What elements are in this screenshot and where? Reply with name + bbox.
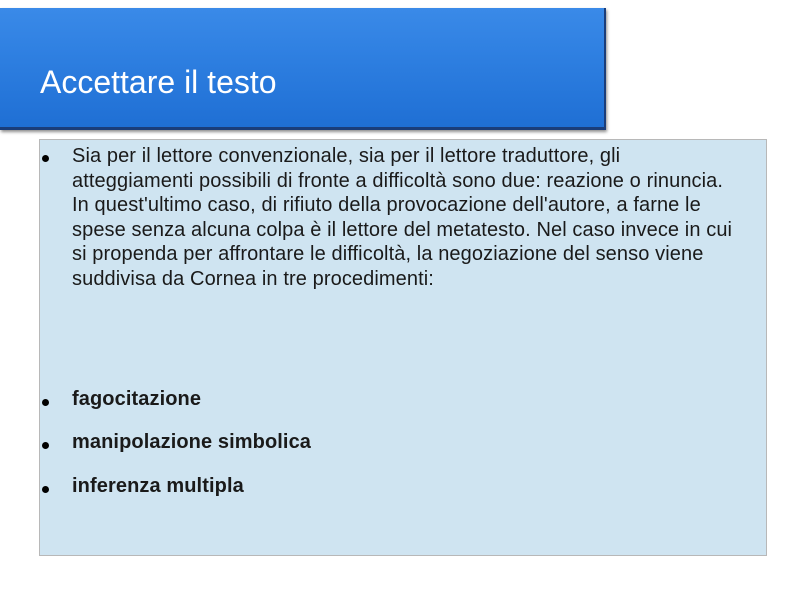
bullet-icon <box>42 399 49 406</box>
slide-title: Accettare il testo <box>40 64 277 100</box>
bullet-icon <box>42 155 49 162</box>
bullet-text: inferenza multipla <box>72 475 244 497</box>
bullet-text: manipolazione simbolica <box>72 431 312 453</box>
bullet-icon <box>42 442 49 449</box>
bullet-text: Sia per il lettore convenzionale, sia per il lettore traduttore, gli atteggiamenti possibili di fronte a difficoltà sono due: reazione o rinuncia. In quest'ultimo caso, di rifiuto della provocazione dell'autore, a farne le spese senza alcuna colpa è il lettore del metatesto. Nel caso invece in cui si propenda per affrontare le difficoltà, la negoziazione del senso viene suddivisa da Cornea in tre procedimenti: <box>72 145 733 290</box>
title-bar <box>0 8 606 130</box>
bullet-icon <box>42 486 49 493</box>
content-box <box>39 139 767 556</box>
bullet-text: fagocitazione <box>72 388 202 410</box>
